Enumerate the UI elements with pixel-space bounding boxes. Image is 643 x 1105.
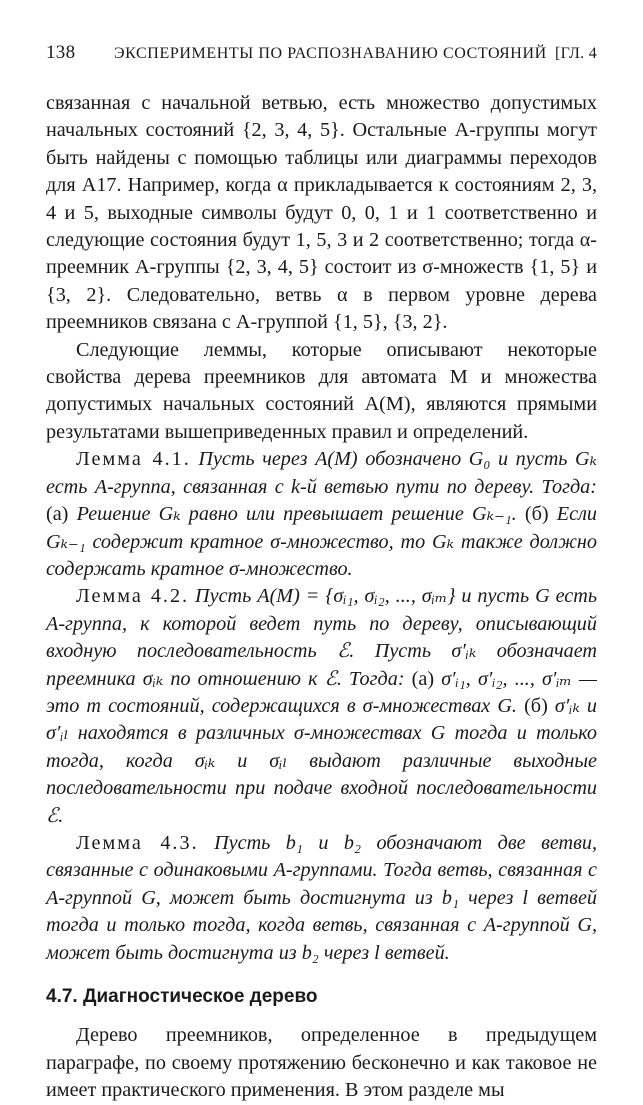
lemma-4-2-b-label: (б) [524, 694, 548, 717]
lemma-4-3-label: Лемма 4.3. [76, 831, 199, 854]
section-heading: 4.7. Диагностическое дерево [46, 986, 318, 1007]
lemma-4-3 [46, 830, 597, 967]
lemma-4-2-a-label: (а) [411, 667, 435, 690]
page-body [46, 90, 597, 1105]
lemma-4-1-label: Лемма 4.1. [76, 448, 191, 471]
lemma-4-2-label: Лемма 4.2. [76, 585, 190, 608]
paragraph-lemmas-intro: Следующие леммы, которые описывают некоторые свойства дерева преемников для автомата M и множества допустимых начальных состояний A(M), являются прямыми результатами вышеприведенных правил и определений. [46, 338, 597, 443]
lemma-4-1-part3: Если Gₖ₋₁ содержит кратное σ-множество, то Gₖ также должно содержать кратное σ-множество. [46, 503, 597, 580]
page-number: 138 [46, 42, 76, 63]
lemma-4-3-text: Пусть b₁ и b₂ обозначают две ветви, связанные с одинаковыми A-группами. Тогда ветвь, связанная с A-группой G, может быть достигнута из b₁ через l ветвей тогда и только тогда, когда ветвь, связанная с A-группой G, может быть достигнута из b₂ через l ветвей. [46, 831, 598, 964]
lemma-4-1-part1: Пусть через A(M) обозначено G₀ и пусть Gₖ есть A-группа, связанная с k-й ветвью пути по дереву. Тогда: [46, 448, 597, 498]
lemma-4-1-part2: Решение Gₖ равно или превышает решение Gₖ₋₁. [76, 503, 517, 526]
lemma-4-1-a-label: (а) [46, 503, 69, 526]
lemma-4-1-b-label: (б) [524, 503, 549, 526]
lemma-4-2 [46, 583, 597, 830]
lemma-4-2-part2: σ′ᵢ₁, σ′ᵢ₂, ..., σ′ᵢₘ — это m состояний, содержащихся в σ-множествах G. [46, 667, 598, 717]
lemma-4-2-part1: Пусть A(M) = {σᵢ₁, σᵢ₂, ..., σᵢₘ} и пусть G есть A-группа, к которой ведет путь по дереву, описывающий входную последовательность ℰ. Пусть σ′ᵢₖ обозначает преемника σᵢₖ по отношению к ℰ. Тогда: [46, 585, 598, 690]
paragraph-continued: связанная с начальной ветвью, есть множество допустимых начальных состояний {2, 3, 4, 5}. Остальные A-группы могут быть найдены с помощью таблицы или диаграммы переходов для A17. Например, когда α прикладывается к состояниям 2, 3, 4 и 5, выходные символы будут 0, 0, 1 и 1 соответственно и следующие состояния будут 1, 5, 3 и 2 соответственно; тогда α-преемник A-группы {2, 3, 4, 5} состоит из σ-множеств {1, 5} и {3, 2}. Следовательно, ветвь α в первом уровне дерева преемников связана с A-группой {1, 5}, {3, 2}. [46, 92, 597, 334]
lemma-4-2-part3: σ′ᵢₖ и σ′ᵢₗ находятся в различных σ-множествах G тогда и только тогда, когда σᵢₖ и σᵢₗ выдают различные выходные последовательности при подаче входной последовательности ℰ. [46, 694, 598, 827]
running-title: ЭКСПЕРИМЕНТЫ ПО РАСПОЗНАВАНИЮ СОСТОЯНИЙ [114, 45, 547, 62]
chapter-label: [ГЛ. 4 [554, 45, 597, 62]
lemma-4-1 [46, 446, 597, 583]
paragraph-diagnostic-tree: Дерево преемников, определенное в предыдущем параграфе, по своему протяжению бесконечно и как таковое не имеет практического применения. В этом разделе мы [46, 1024, 597, 1102]
running-header [46, 42, 597, 68]
